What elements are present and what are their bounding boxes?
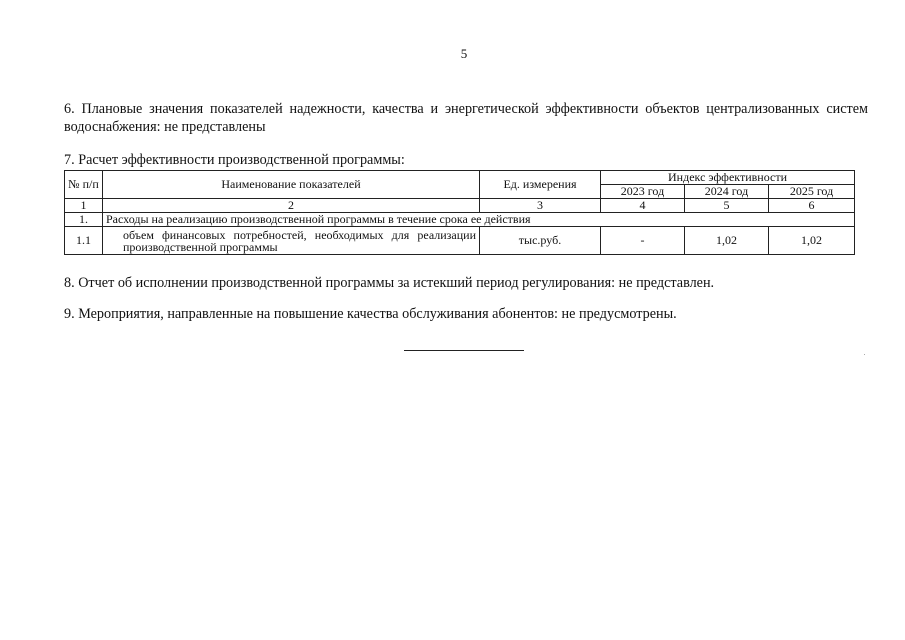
table-header-row — [65, 171, 855, 185]
section-8-text: 8. Отчет об исполнении производственной программы за истекший период регулирования: не представлен. — [64, 275, 715, 291]
scan-dot — [864, 354, 865, 355]
col-number: 5 — [685, 199, 769, 213]
col-number: 4 — [601, 199, 685, 213]
section-7-title: 7. Расчет эффективности производственной программы: — [64, 152, 405, 168]
data-row-name: объем финансовых потребностей, необходимых для реализации производственной программы — [103, 227, 480, 255]
col-number: 6 — [769, 199, 855, 213]
header-num: № п/п — [65, 171, 103, 199]
data-row-value-2024: 1,02 — [685, 227, 769, 255]
col-number: 3 — [480, 199, 601, 213]
col-number: 1 — [65, 199, 103, 213]
section-row — [65, 213, 855, 227]
section-6-text: 6. Плановые значения показателей надежности, качества и энергетической эффективности объектов централизованных систем водоснабжения: не представлены — [64, 101, 868, 135]
page-number: 5 — [460, 46, 468, 61]
header-year-2025: 2025 год — [769, 185, 855, 199]
data-row-value-2023: - — [601, 227, 685, 255]
col-number: 2 — [103, 199, 480, 213]
header-index: Индекс эффективности — [601, 171, 855, 185]
header-unit: Ед. измерения — [480, 171, 601, 199]
section-9-text: 9. Мероприятия, направленные на повышение качества обслуживания абонентов: не предусмотрены. — [64, 306, 677, 322]
end-divider — [404, 350, 524, 351]
header-year-2023: 2023 год — [601, 185, 685, 199]
data-row-num: 1.1 — [65, 227, 103, 255]
data-row-unit: тыс.руб. — [480, 227, 601, 255]
header-year-2024: 2024 год — [685, 185, 769, 199]
column-numbers-row — [65, 199, 855, 213]
table-row — [65, 227, 855, 255]
header-name: Наименование показателей — [103, 171, 480, 199]
data-row-value-2025: 1,02 — [769, 227, 855, 255]
section-row-text: Расходы на реализацию производственной программы в течение срока ее действия — [103, 213, 855, 227]
efficiency-table — [64, 170, 855, 255]
section-row-num: 1. — [65, 213, 103, 227]
